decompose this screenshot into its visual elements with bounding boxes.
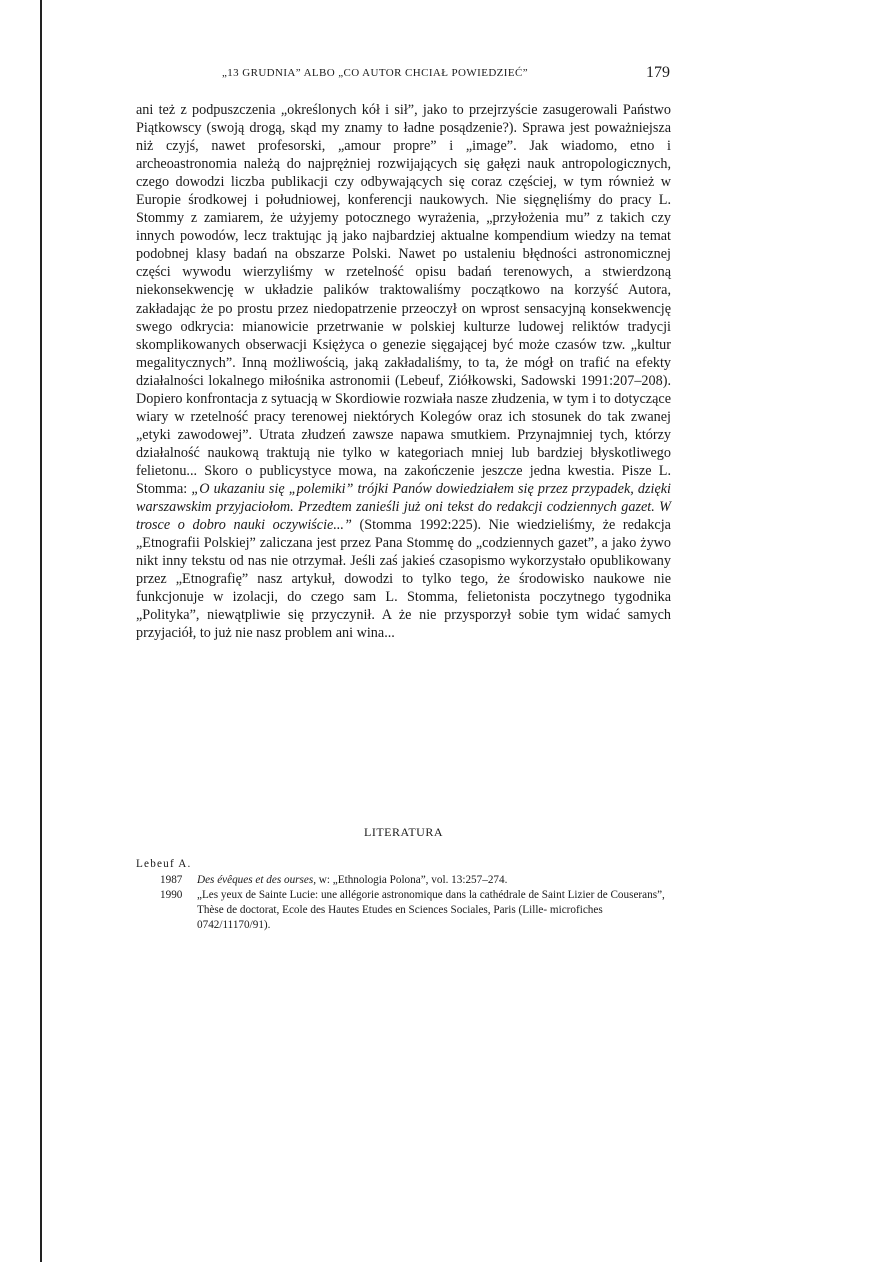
reference-list (136, 857, 676, 933)
paragraph-text-end: (Stomma 1992:225). Nie wiedzieliśmy, że redakcja „Etnografii Polskiej” zaliczana jest przez Pana Stommę do „codziennych gazet”, a jako żywo nikt inny tekstu od nas nie otrzymał. Jeśli zaś jakieś czasopismo wykorzystało opublikowany przez „Etnografię” nasz artykuł, dowodzi to tylko tego, że środowisko naukowe nie funkcjonuje w izolacji, do czego sam L. Stomma, felietonista poczytnego tygodnika „Polityka”, niewątpliwie się przyczynił. A że nie przysporzył sobie tym widać samych przyjaciół, to już nie nasz problem ani wina... (136, 517, 671, 642)
running-head (222, 64, 670, 86)
reference-details: „Les yeux de Sainte Lucie: une allégorie astronomique dans la cathédrale de Saint Lizier de Couserans”, Thèse de doctorat, Ecole des Hautes Etudes en Sciences Sociales, Paris (Lille- microfiches 0742/11170/91). (197, 889, 665, 931)
page-edge-rule (40, 0, 42, 1262)
reference-year: 1987 (160, 874, 183, 886)
reference-title: Des évêques et des ourses, (197, 874, 316, 886)
page-number: 179 (646, 64, 670, 81)
reference-entry (136, 888, 676, 933)
reference-text (197, 873, 676, 888)
running-title: „13 GRUDNIA” ALBO „CO AUTOR CHCIAŁ POWIEDZIEĆ” (222, 67, 529, 79)
body-paragraph (136, 101, 671, 642)
reference-year: 1990 (160, 889, 183, 901)
reference-text (197, 888, 676, 933)
reference-author: Lebeuf A. (136, 858, 192, 870)
paragraph-text: ani też z podpuszczenia „określonych kół i sił”, jako to przejrzyście zasugerowali Państwo Piątkowscy (swoją drogą, skąd my znamy to ładne posądzenie?). Sprawa jest poważniejsza niż czyjś, nawet profesorski, „amour propre” i „image”. Jak wiadomo, etno i archeoastronomia należą do najprężniej rozwijających się gałęzi nauk antropologicznych, czego dowodzi liczba publikacji czy odbywających się coraz częściej, w tym również w Europie środkowej i południowej, konferencji naukowych. Nie sięgnęliśmy do pracy L. Stommy z zamiarem, że użyjemy potocznego wyrażenia, „przyłożenia mu” z takich czy innych powodów, lecz traktując ją jako najbardziej aktualne kompendium wiedzy na temat podobnej klasy badań na obszarze Polski. Nawet po ustaleniu błędności astronomicznej części wywodu wierzyliśmy w rzetelność opisu badań terenowych, a stwierdzoną niekonsekwencję w układzie palików traktowaliśmy początkowo na korzyść Autora, zakładając że po prostu przez niedopatrzenie przeoczył on wprost sensacyjną konsekwencję swego odkrycia: mianowicie przetrwanie w polskiej kulturze ludowej reliktów tradycji skomplikowanych obserwacji Księżyca o genezie sięgającej być może czasów tzw. „kultur megalitycznych”. Inną możliwością, jaką zakładaliśmy, to ta, że mógł on trafić na efekty działalności lokalnego miłośnika astronomii (Lebeuf, Ziółkowski, Sadowski 1991:207–208). Dopiero konfrontacja z sytuacją w Skordiowie rozwiała nasze złudzenia, w tym i to dotyczące wiary w rzetelność pracy terenowej niektórych Kolegów oraz ich stosunek do tak zwanej „etyki zawodowej”. Utrata złudzeń zawsze napawa smutkiem. Przynajmniej tych, którzy działalność naukową traktują nie tylko w kategoriach mniej lub bardziej błyskotliwego felietonu... Skoro o publicystyce mowa, na zakończenie jeszcze jedna kwestia. Pisze L. Stomma: (136, 102, 671, 497)
stomma-quote: „O ukazaniu się „polemiki” trójki Panów dowiedziałem się przez przypadek, dzięki warszawskim przyjaciołom. Przedtem zanieśli już oni tekst do redakcji codziennych gazet. W trosce o dobro nauki oczywiście...” (136, 480, 671, 534)
body-text (136, 101, 671, 642)
reference-details: w: „Ethnologia Polona”, vol. 13:257–274. (316, 874, 508, 886)
reference-entry (136, 873, 676, 888)
literature-heading: LITERATURA (364, 825, 443, 839)
